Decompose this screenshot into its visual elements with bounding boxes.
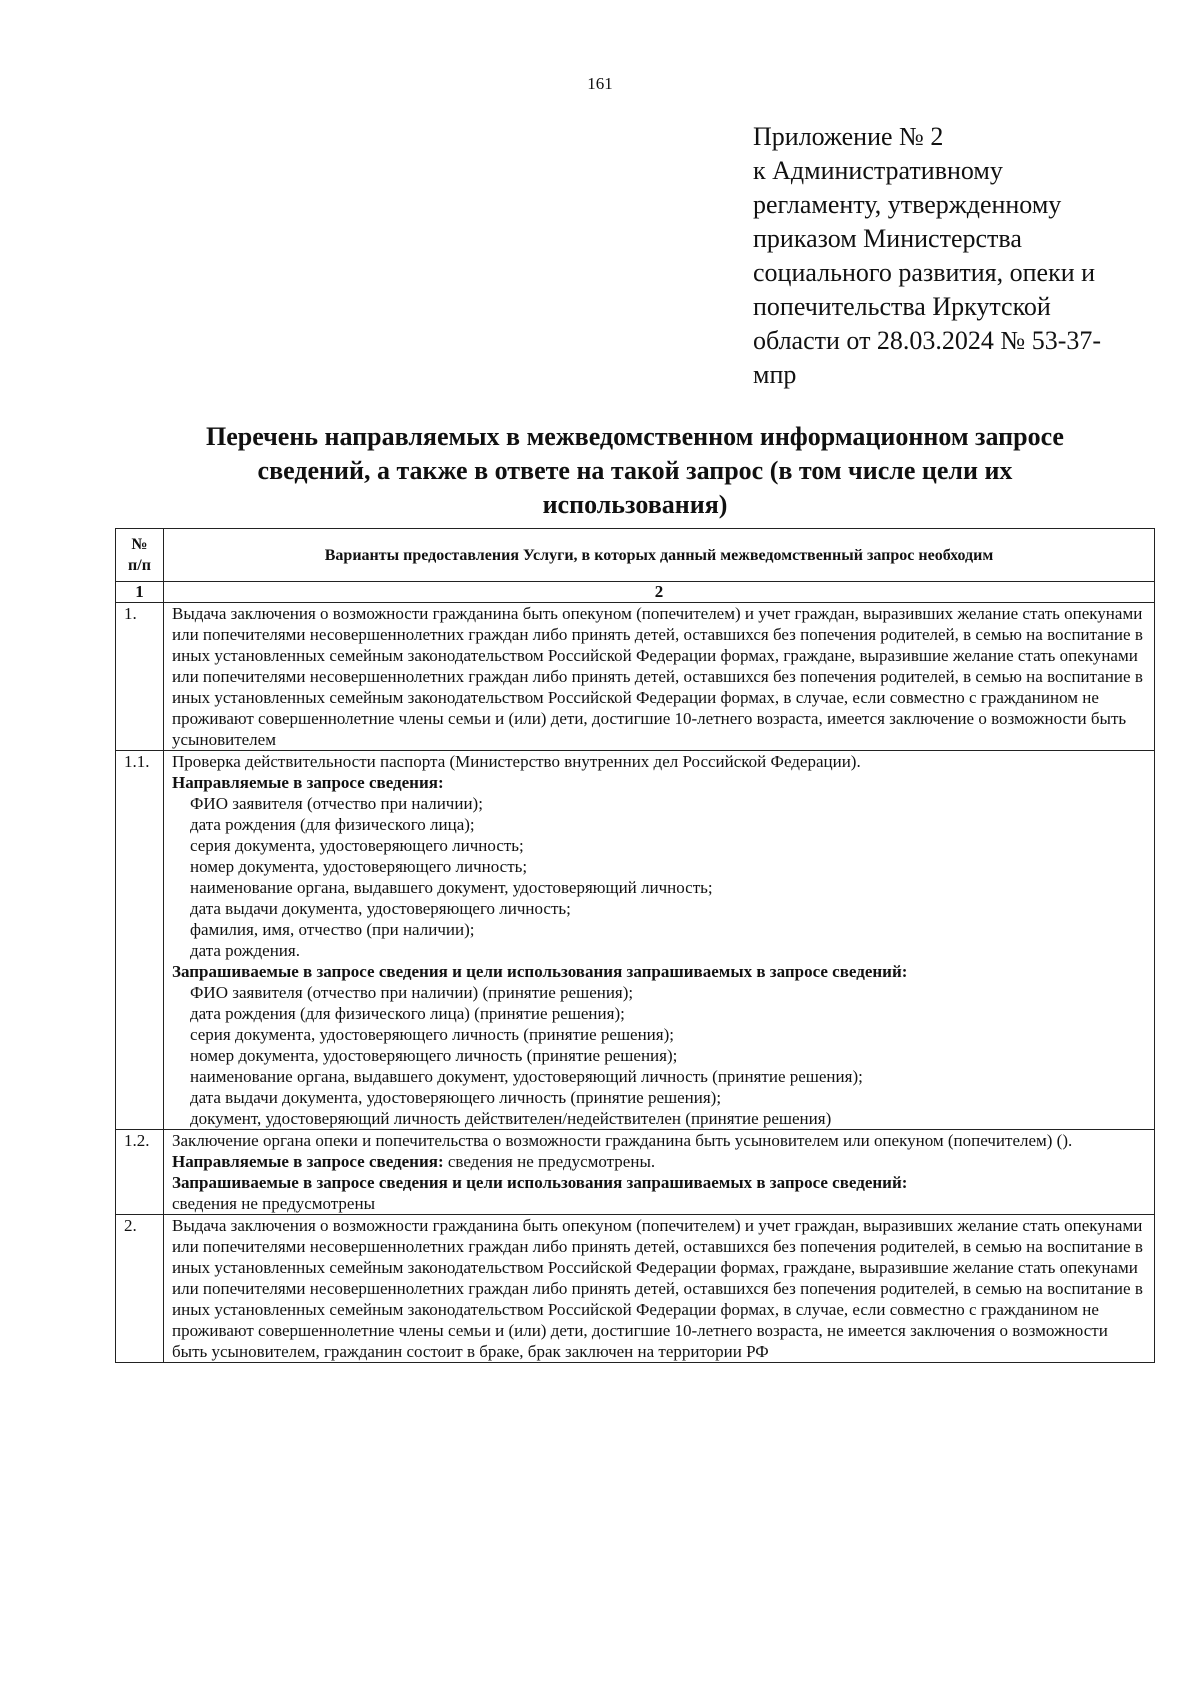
- page-number: 161: [587, 74, 613, 93]
- column-index: 1: [116, 582, 164, 603]
- list-item: фамилия, имя, отчество (при наличии);: [190, 920, 475, 939]
- header-variants: Варианты предоставления Услуги, в которых данный межведомственный запрос необходим: [164, 529, 1155, 582]
- header-number: [116, 529, 164, 582]
- appendix-line: социального развития, опеки и: [753, 258, 1096, 287]
- header-number-abbrev: п/п: [128, 557, 151, 574]
- title-line: использования): [542, 490, 728, 519]
- row-number: 1.: [116, 603, 164, 751]
- title-line: Перечень направляемых в межведомственном информационном запросе: [206, 422, 1064, 451]
- sent-heading: Направляемые в запросе сведения:: [172, 773, 444, 792]
- appendix-line: приказом Министерства: [753, 224, 1022, 253]
- row-intro: Заключение органа опеки и попечительства о возможности гражданина быть усыновителем или опекуном (попечителем) ().: [172, 1131, 1073, 1150]
- table-row: [116, 751, 1155, 1130]
- appendix-line: регламенту, утвержденному: [753, 190, 1062, 219]
- sent-line: [172, 1151, 1146, 1172]
- row-number: 2.: [116, 1215, 164, 1363]
- requested-value: сведения не предусмотрены: [172, 1194, 375, 1213]
- row-content: [164, 751, 1155, 1130]
- appendix-line: Приложение № 2: [753, 122, 944, 151]
- sent-value: сведения не предусмотрены.: [443, 1152, 656, 1171]
- list-item: номер документа, удостоверяющего личность;: [190, 857, 528, 876]
- list-item: ФИО заявителя (отчество при наличии) (принятие решения);: [190, 983, 634, 1002]
- column-index-row: [116, 582, 1155, 603]
- list-item: серия документа, удостоверяющего личность (принятие решения);: [190, 1025, 674, 1044]
- requested-heading: Запрашиваемые в запросе сведения и цели использования запрашиваемых в запросе сведений:: [172, 1173, 908, 1192]
- list-item: серия документа, удостоверяющего личность;: [190, 836, 524, 855]
- document-title: [112, 420, 1158, 522]
- table-header-row: [116, 529, 1155, 582]
- table-row: [116, 1130, 1155, 1215]
- list-item: дата выдачи документа, удостоверяющего личность;: [190, 899, 571, 918]
- header-number-sign: №: [131, 536, 148, 553]
- row-number: 1.2.: [116, 1130, 164, 1215]
- requests-table: [115, 528, 1155, 1363]
- sent-heading: Направляемые в запросе сведения:: [172, 1152, 444, 1171]
- table-row: [116, 1215, 1155, 1363]
- row-text: Выдача заключения о возможности гражданина быть опекуном (попечителем) и учет граждан, выразивших желание стать опекунами или попечителями несовершеннолетних граждан либо принять детей, оставшихся без попечения родителей, в семью на воспитание в иных установленных семейным законодательством Российской Федерации формах, граждане, выразившие желание стать опекунами или попечителями несовершеннолетних граждан либо принять детей, оставшихся без попечения родителей, в семью на воспитание в иных установленных семейным законодательством Российской Федерации формах, в случае, если совместно с гражданином не проживают совершеннолетние члены семьи и (или) дети, достигшие 10-летнего возраста, не имеется заключения о возможности быть усыновителем, гражданин состоит в браке, брак заключен на территории РФ: [164, 1215, 1155, 1363]
- title-line: сведений, а также в ответе на такой запрос (в том числе цели их: [257, 456, 1013, 485]
- requested-heading: Запрашиваемые в запросе сведения и цели использования запрашиваемых в запросе сведений:: [172, 962, 908, 981]
- list-item: наименование органа, выдавшего документ, удостоверяющий личность;: [190, 878, 713, 897]
- list-item: дата рождения.: [190, 941, 300, 960]
- row-number: 1.1.: [116, 751, 164, 1130]
- appendix-note: [753, 120, 1173, 392]
- table-row: [116, 603, 1155, 751]
- row-content: [164, 1130, 1155, 1215]
- appendix-line: мпр: [753, 360, 797, 389]
- list-item: дата рождения (для физического лица) (принятие решения);: [190, 1004, 625, 1023]
- list-item: дата рождения (для физического лица);: [190, 815, 475, 834]
- appendix-line: к Административному: [753, 156, 1003, 185]
- appendix-line: области от 28.03.2024 № 53-37-: [753, 326, 1102, 355]
- column-index: 2: [164, 582, 1155, 603]
- list-item: номер документа, удостоверяющего личность (принятие решения);: [190, 1046, 678, 1065]
- list-item: ФИО заявителя (отчество при наличии);: [190, 794, 483, 813]
- list-item: наименование органа, выдавшего документ, удостоверяющий личность (принятие решения);: [190, 1067, 863, 1086]
- list-item: дата выдачи документа, удостоверяющего личность (принятие решения);: [190, 1088, 722, 1107]
- appendix-line: попечительства Иркутской: [753, 292, 1051, 321]
- list-item: документ, удостоверяющий личность действителен/недействителен (принятие решения): [190, 1109, 832, 1128]
- row-text: Выдача заключения о возможности гражданина быть опекуном (попечителем) и учет граждан, выразивших желание стать опекунами или попечителями несовершеннолетних граждан либо принять детей, оставшихся без попечения родителей, в семью на воспитание в иных установленных семейным законодательством Российской Федерации формах, граждане, выразившие желание стать опекунами или попечителями несовершеннолетних граждан либо принять детей, оставшихся без попечения родителей, в семью на воспитание в иных установленных семейным законодательством Российской Федерации формах, в случае, если совместно с гражданином не проживают совершеннолетние члены семьи и (или) дети, достигшие 10-летнего возраста, имеется заключение о возможности быть усыновителем: [164, 603, 1155, 751]
- row-intro: Проверка действительности паспорта (Министерство внутренних дел Российской Федерации).: [172, 752, 861, 771]
